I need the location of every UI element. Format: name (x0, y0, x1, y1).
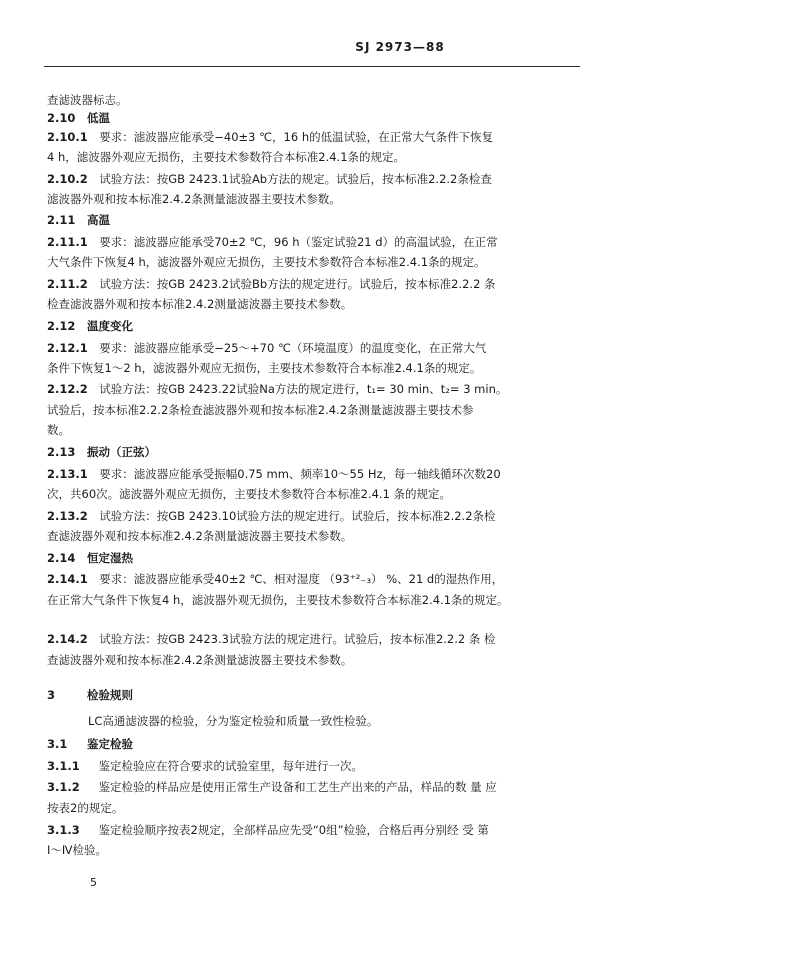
line-text: 查滤波器标志。 (47, 93, 128, 107)
text-line (47, 422, 582, 438)
line-text: 试验后，按本标准2.2.2条检查滤波器外观和按本标准2.4.2条测量滤波器主要技术参 (47, 403, 474, 417)
text-line (47, 652, 582, 668)
clause-line (47, 822, 582, 838)
section-number: 2.14 (47, 551, 76, 565)
clause-number: 2.10.2 (47, 172, 88, 186)
clause-line (47, 508, 582, 524)
text-line (47, 486, 582, 502)
clause-number: 3.1.2 (47, 780, 80, 794)
line-text: 试验方法：按GB 2423.22试验Na方法的规定进行，t₁= 30 min、t₂= 3 min。 (99, 382, 508, 396)
line-text: 在正常大气条件下恢复4 h，滤波器外观无损伤，主要技术参数符合本标准2.4.1条的规定。 (47, 593, 509, 607)
text-line (47, 92, 582, 108)
section-title: 检验规则 (87, 688, 133, 702)
line-text: 滤波器外观和按本标准2.4.2条测量滤波器主要技术参数。 (47, 192, 341, 206)
line-text: 鉴定检验应在符合要求的试验室里，每年进行一次。 (98, 759, 363, 773)
line-text: 要求：滤波器应能承受−40±3 ℃，16 h的低温试验，在正常大气条件下恢复 (99, 130, 494, 144)
line-text: LC高通滤波器的检验，分为鉴定检验和质量一致性检验。 (88, 714, 379, 728)
line-text: 大气条件下恢复4 h，滤波器外观应无损伤，主要技术参数符合本标准2.4.1条的规定。 (47, 255, 486, 269)
clause-number: 3.1.1 (47, 759, 80, 773)
line-text: 试验方法：按GB 2423.2试验Bb方法的规定进行。试验后，按本标准2.2.2 条 (99, 277, 496, 291)
section-title: 振动（正弦） (87, 445, 156, 459)
section-number: 2.13 (47, 445, 76, 459)
text-line (47, 402, 582, 418)
line-text: 数。 (47, 423, 70, 437)
clause-number: 2.12.1 (47, 341, 88, 355)
line-text: 检查滤波器外观和按本标准2.4.2测量滤波器主要技术参数。 (47, 297, 353, 311)
line-text: 鉴定检验顺序按表2规定，全部样品应先受“0组”检验，合格后再分别经 受 第 (98, 823, 489, 837)
text-line (47, 800, 582, 816)
clause-number: 3.1.3 (47, 823, 80, 837)
page-number: 5 (90, 876, 97, 889)
clause-number: 2.12.2 (47, 382, 88, 396)
clause-line (47, 276, 582, 292)
text-line (47, 528, 582, 544)
text-line (88, 713, 623, 729)
clause-line (47, 171, 582, 187)
line-text: 试验方法：按GB 2423.3试验方法的规定进行。试验后，按本标准2.2.2 条 检 (99, 632, 496, 646)
clause-line (47, 466, 582, 482)
clause-line (47, 129, 582, 145)
section-heading (47, 550, 582, 566)
line-text: Ⅰ～Ⅳ检验。 (47, 843, 108, 857)
section-heading (47, 736, 582, 752)
section-title: 低温 (87, 111, 110, 125)
clause-number: 2.13.2 (47, 509, 88, 523)
clause-number: 2.13.1 (47, 467, 88, 481)
line-text: 要求：滤波器应能承受振幅0.75 mm、频率10～55 Hz，每一轴线循环次数20 (99, 467, 501, 481)
line-text: 试验方法：按GB 2423.10试验方法的规定进行。试验后，按本标准2.2.2条检 (99, 509, 496, 523)
section-heading (47, 212, 582, 228)
clause-number: 2.14.2 (47, 632, 88, 646)
clause-line (47, 758, 582, 774)
line-text: 4 h，滤波器外观应无损伤，主要技术参数符合本标准2.4.1条的规定。 (47, 150, 406, 164)
clause-line (47, 340, 582, 356)
clause-number: 2.11.1 (47, 235, 88, 249)
line-text: 要求：滤波器应能承受−25～+70 ℃（环境温度）的温度变化，在正常大气 (99, 341, 487, 355)
line-text: 要求：滤波器应能承受70±2 ℃，96 h（鉴定试验21 d）的高温试验，在正常 (99, 235, 498, 249)
line-text: 查滤波器外观和按本标准2.4.2条测量滤波器主要技术参数。 (47, 529, 353, 543)
clause-line (47, 234, 582, 250)
section-title: 高温 (87, 213, 110, 227)
section-number: 2.12 (47, 319, 76, 333)
section-number: 3 (47, 688, 56, 702)
section-heading (47, 110, 582, 126)
text-line (47, 191, 582, 207)
text-line (47, 842, 582, 858)
section-number: 2.11 (47, 213, 76, 227)
line-text: 鉴定检验的样品应是使用正常生产设备和工艺生产出来的产品，样品的数 量 应 (98, 780, 497, 794)
clause-number: 2.11.2 (47, 277, 88, 291)
line-text: 查滤波器外观和按本标准2.4.2条测量滤波器主要技术参数。 (47, 653, 353, 667)
text-line (47, 254, 582, 270)
section-number: 2.10 (47, 111, 76, 125)
text-line (47, 296, 582, 312)
line-text: 要求：滤波器应能承受40±2 ℃、相对湿度 （93⁺²₋₃） %、21 d的湿热作用， (99, 572, 504, 586)
line-text: 次，共60次。滤波器外观应无损伤，主要技术参数符合本标准2.4.1 条的规定。 (47, 487, 452, 501)
section-heading (47, 318, 582, 334)
clause-line (47, 631, 582, 647)
text-line (47, 149, 582, 165)
section-title: 恒定湿热 (87, 551, 133, 565)
text-line (47, 360, 582, 376)
header-rule (44, 66, 580, 67)
text-line (47, 592, 582, 608)
section-title: 温度变化 (87, 319, 133, 333)
standard-code-header: SJ 2973—88 (355, 40, 445, 54)
clause-line (47, 779, 582, 795)
section-title: 鉴定检验 (87, 737, 133, 751)
section-heading (47, 444, 582, 460)
clause-number: 2.14.1 (47, 572, 88, 586)
clause-number: 2.10.1 (47, 130, 88, 144)
line-text: 试验方法：按GB 2423.1试验Ab方法的规定。试验后，按本标准2.2.2条检查 (99, 172, 492, 186)
section-number: 3.1 (47, 737, 68, 751)
section-heading (47, 687, 582, 703)
line-text: 条件下恢复1～2 h，滤波器外观应无损伤，主要技术参数符合本标准2.4.1条的规定。 (47, 361, 482, 375)
line-text: 按表2的规定。 (47, 801, 124, 815)
clause-line (47, 381, 582, 397)
clause-line (47, 571, 582, 587)
